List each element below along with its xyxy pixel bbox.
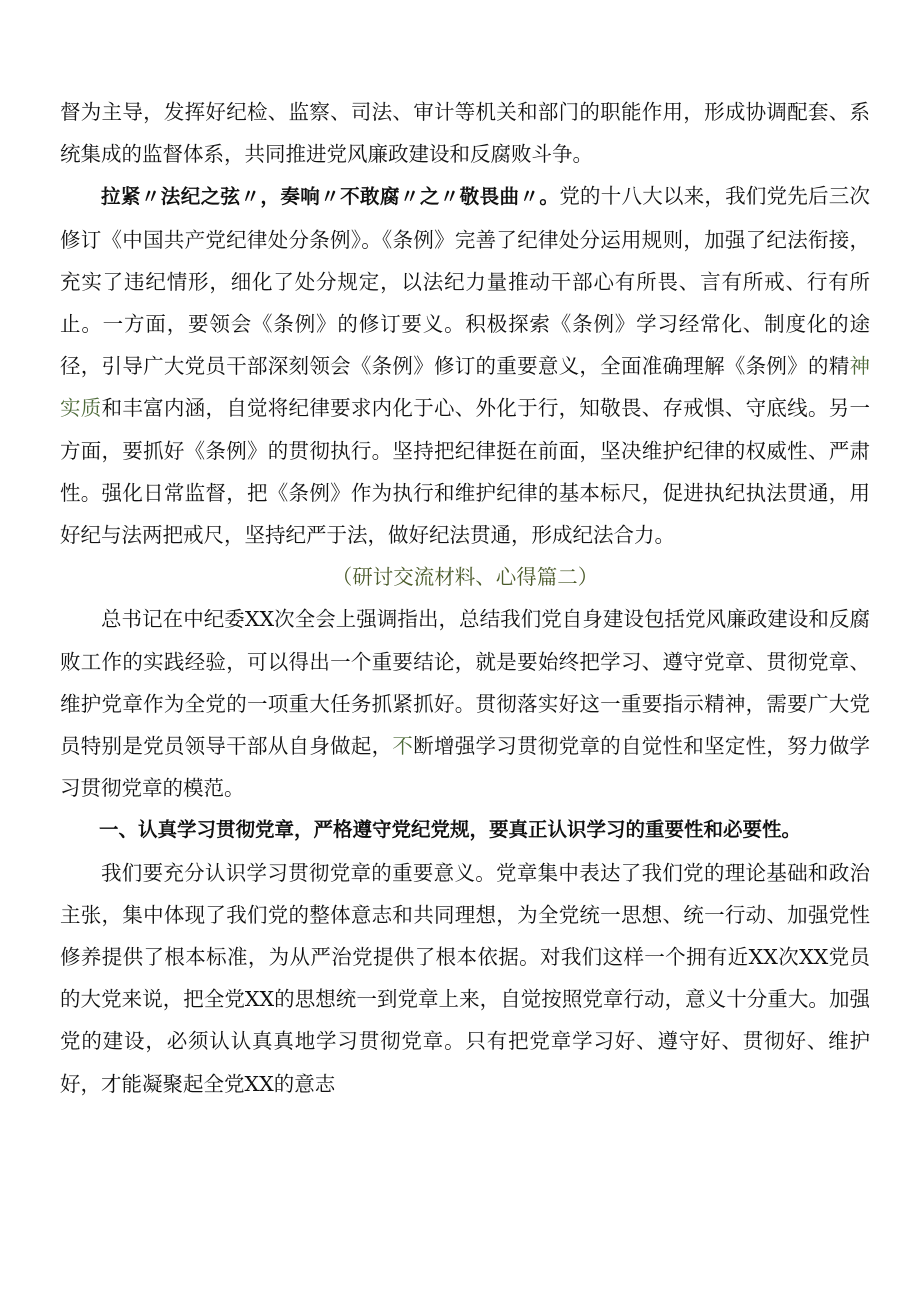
paragraph-body-part-a: 总书记在中纪委XX次全会上强调指出，总结我们党自身建设包括党风廉政建设和反腐败工作的实践经验，可以得出一个重要结论，就是要始终把学习、遵守党章、贯彻党章、维护党章作为全党的一项重大任务抓紧抓好。贯彻落实好这一重要指示精神，需要广大党员特别是党员领导干部从自身做起，: [60, 607, 870, 759]
paragraph-tinted-text: 神实质: [60, 354, 870, 421]
paragraph-party-constitution-intro: [60, 598, 870, 809]
section-heading: （研讨交流材料、心得篇二）: [331, 565, 599, 590]
paragraph-body-part-a: 党的十八大以来，我们党先后三次修订《中国共产党纪律处分条例》。《条例》完善了纪律处分运用规则，加强了纪法衔接，充实了违纪情形，细化了处分规定，以法纪力量推动干部心有所畏、言有所戒、行有所止。一方面，要领会《条例》的修订要义。积极探索《条例》学习经常化、制度化的途径，引导广大党员干部深刻领会《条例》修订的重要意义，全面准确理解《条例》的精: [60, 184, 871, 379]
document-page: [60, 91, 870, 1105]
paragraph-continuation: 督为主导，发挥好纪检、监察、司法、审计等机关和部门的职能作用，形成协调配套、系统集成的监督体系，共同推进党风廉政建设和反腐败斗争。: [60, 100, 870, 167]
paragraph-lead-heading: 拉紧〃法纪之弦〃，奏响〃不敢腐〃之〃敬畏曲〃。: [101, 185, 560, 209]
subsection-heading-one: 一、认真学习贯彻党章，严格遵守党纪党规，要真正认识学习的重要性和必要性。: [99, 818, 802, 842]
paragraph-tinted-text: 不: [392, 734, 414, 759]
paragraph-body-part-b: 断增强学习贯彻党章的自觉性和坚定性，努力做学习贯彻党章的模范。: [60, 734, 871, 801]
paragraph-body-part-b: 和丰富内涵，自觉将纪律要求内化于心、外化于行，知敬畏、存戒惧、守底线。另一方面，要抓好《条例》的贯彻执行。坚持把纪律挺在前面，坚决维护纪律的权威性、严肃性。强化日常监督，把《条例》作为执行和维护纪律的基本标尺，促进执纪执法贯通，用好纪与法两把戒尺，坚持纪严于法，做好纪法贯通，形成纪法合力。: [60, 396, 871, 548]
paragraph-discipline-regulations: [60, 175, 870, 556]
paragraph-importance: 我们要充分认识学习贯彻党章的重要意义。党章集中表达了我们党的理论基础和政治主张，集中体现了我们党的整体意志和共同理想，为全党统一思想、统一行动、加强党性修养提供了根本标准，为从严治党提供了根本依据。对我们这样一个拥有近XX次XX党员的大党来说，把全党XX的思想统一到党章上来，自觉按照党章行动，意义十分重大。加强党的建设，必须认认真真地学习贯彻党章。只有把党章学习好、遵守好、贯彻好、维护好，才能凝聚起全党XX的意志: [60, 860, 870, 1096]
